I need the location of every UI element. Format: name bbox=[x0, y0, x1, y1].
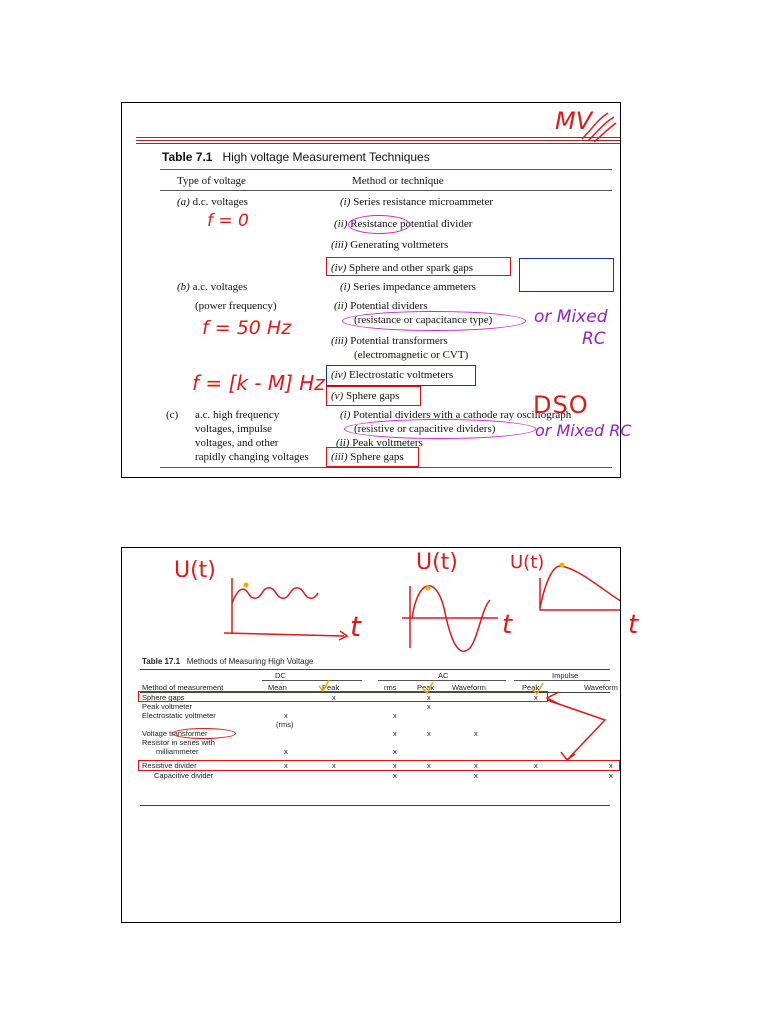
section-c-line: rapidly changing voltages bbox=[195, 451, 309, 463]
dso-note: DSO bbox=[533, 391, 589, 419]
method-a3: (iii) Generating voltmeters bbox=[331, 239, 449, 251]
table-row-label: Peak voltmeter bbox=[142, 702, 193, 711]
table-cell: x bbox=[427, 761, 431, 770]
column-header: Method of measurement bbox=[142, 683, 224, 692]
top-rule bbox=[136, 140, 620, 141]
method-c2: (ii) Peak voltmeters bbox=[336, 437, 423, 449]
table-row-label: Sphere gaps bbox=[142, 693, 185, 702]
ut-label: U(t) bbox=[510, 552, 545, 573]
resistive-capacitive-ellipse bbox=[344, 419, 536, 439]
method-b3-sub: (electromagnetic or CVT) bbox=[354, 349, 469, 361]
mixed-rc-note: or Mixed bbox=[534, 307, 608, 327]
scribble-icon bbox=[578, 111, 618, 143]
method-a2: (ii) Resistance potential divider bbox=[334, 218, 473, 230]
method-c3: (iii) Sphere gaps bbox=[331, 451, 404, 463]
sphere-gaps-box-c bbox=[326, 447, 419, 467]
table-cell: x bbox=[284, 761, 288, 770]
bottom-rule bbox=[160, 467, 612, 468]
table-row-label: Voltage transformer bbox=[142, 729, 208, 738]
table-cell: x bbox=[284, 747, 288, 756]
table2-label: Table 17.1 bbox=[142, 657, 181, 666]
table-row-label: Resistive divider bbox=[142, 761, 197, 770]
col-method-header: Method or technique bbox=[352, 175, 444, 187]
table-cell: x bbox=[284, 711, 288, 720]
method-b4: (iv) Electrostatic voltmeters bbox=[331, 369, 454, 381]
group-dc: DC bbox=[275, 671, 286, 680]
table-cell: x bbox=[427, 702, 431, 711]
column-header: rms bbox=[384, 683, 397, 692]
t-label: t bbox=[350, 610, 361, 643]
table2-rule bbox=[140, 805, 610, 806]
table-cell: x bbox=[474, 761, 478, 770]
table-cell: x bbox=[332, 693, 336, 702]
t-label: t bbox=[502, 610, 513, 640]
column-header: Peak bbox=[417, 683, 435, 692]
top-rule bbox=[136, 143, 620, 144]
table-cell: x bbox=[393, 771, 397, 780]
spark-gaps-box bbox=[326, 257, 511, 276]
mixed-rc-note-2: or Mixed RC bbox=[535, 421, 632, 440]
table-cell: x bbox=[609, 761, 613, 770]
section-a: (a) d.c. voltages bbox=[177, 196, 248, 208]
transformer-ellipse bbox=[172, 728, 236, 739]
table-row-label: Capacitive divider bbox=[154, 771, 214, 780]
section-c-line: a.c. high frequency bbox=[195, 409, 280, 421]
top-rule bbox=[136, 137, 620, 138]
section-c-line: voltages, and other bbox=[195, 437, 279, 449]
section-b-sub: (power frequency) bbox=[195, 300, 277, 312]
table-row-label: Resistor in series with bbox=[142, 738, 215, 747]
table-row-label: milliammeter bbox=[156, 747, 199, 756]
ut-label: U(t) bbox=[416, 550, 458, 575]
table-row-label: Electrostatic voltmeter bbox=[142, 711, 216, 720]
table-cell-note: (rms) bbox=[276, 720, 294, 729]
table-cell: x bbox=[427, 693, 431, 702]
slide-2 bbox=[121, 547, 639, 923]
electrostatic-box bbox=[326, 365, 476, 386]
table-cell: x bbox=[609, 771, 613, 780]
slide-1 bbox=[121, 102, 632, 478]
fkm-note: f = [k - M] Hz bbox=[192, 371, 325, 395]
header-rule bbox=[160, 190, 612, 191]
method-b5: (v) Sphere gaps bbox=[331, 390, 400, 402]
f0-note: f = 0 bbox=[207, 211, 249, 231]
mixed-rc-note: RC bbox=[582, 329, 606, 349]
f50-note: f = 50 Hz bbox=[202, 317, 292, 339]
table-cell: x bbox=[393, 711, 397, 720]
table-cell: x bbox=[474, 771, 478, 780]
table-cell: x bbox=[332, 761, 336, 770]
table2-title bbox=[142, 657, 314, 666]
column-header: Peak bbox=[522, 683, 540, 692]
table-cell: x bbox=[393, 729, 397, 738]
table-cell: x bbox=[393, 761, 397, 770]
header-rule bbox=[160, 169, 612, 170]
method-a4: (iv) Sphere and other spark gaps bbox=[331, 262, 474, 274]
method-b2: (ii) Potential dividers bbox=[334, 300, 428, 312]
column-header: Peak bbox=[322, 683, 340, 692]
table-title bbox=[162, 150, 430, 164]
section-c-line: voltages, impulse bbox=[195, 423, 272, 435]
table2-annotations bbox=[317, 668, 627, 768]
section-b: (b) a.c. voltages bbox=[177, 281, 248, 293]
mv-note: MV bbox=[555, 107, 593, 135]
method-b1: (i) Series impedance ammeters bbox=[340, 281, 476, 293]
column-header: Mean bbox=[268, 683, 287, 692]
column-header: Waveform bbox=[584, 683, 618, 692]
table-cell: x bbox=[393, 747, 397, 756]
table-label: Table 7.1 bbox=[162, 150, 213, 164]
col-type-header: Type of voltage bbox=[177, 175, 246, 187]
method-a1: (i) Series resistance microammeter bbox=[340, 196, 494, 208]
method-b3: (iii) Potential transformers bbox=[331, 335, 448, 347]
method-c1-sub: (resistive or capacitive dividers) bbox=[354, 423, 496, 435]
table2-title-text: Methods of Measuring High Voltage bbox=[186, 657, 314, 666]
sphere-gaps-box bbox=[326, 386, 421, 406]
table-title-text: High voltage Measurement Techniques bbox=[222, 150, 430, 164]
group-ac: AC bbox=[438, 671, 449, 680]
method-c1: (i) Potential dividers with a cathode ray oscillograph bbox=[340, 409, 572, 421]
resistance-ellipse bbox=[348, 215, 410, 234]
table-cell: x bbox=[427, 729, 431, 738]
resistance-capacitance-ellipse bbox=[342, 311, 526, 331]
t-label: t bbox=[628, 610, 639, 640]
ut-label: U(t) bbox=[174, 558, 216, 583]
method-b2-sub: (resistance or capacitance type) bbox=[354, 314, 493, 326]
group-impulse: Impulse bbox=[552, 671, 579, 680]
section-c-label: (c) bbox=[166, 409, 179, 421]
table-cell: x bbox=[474, 729, 478, 738]
column-header: Waveform bbox=[452, 683, 486, 692]
table-cell: x bbox=[534, 693, 538, 702]
empty-blue-box bbox=[519, 258, 614, 292]
table-cell: x bbox=[534, 761, 538, 770]
